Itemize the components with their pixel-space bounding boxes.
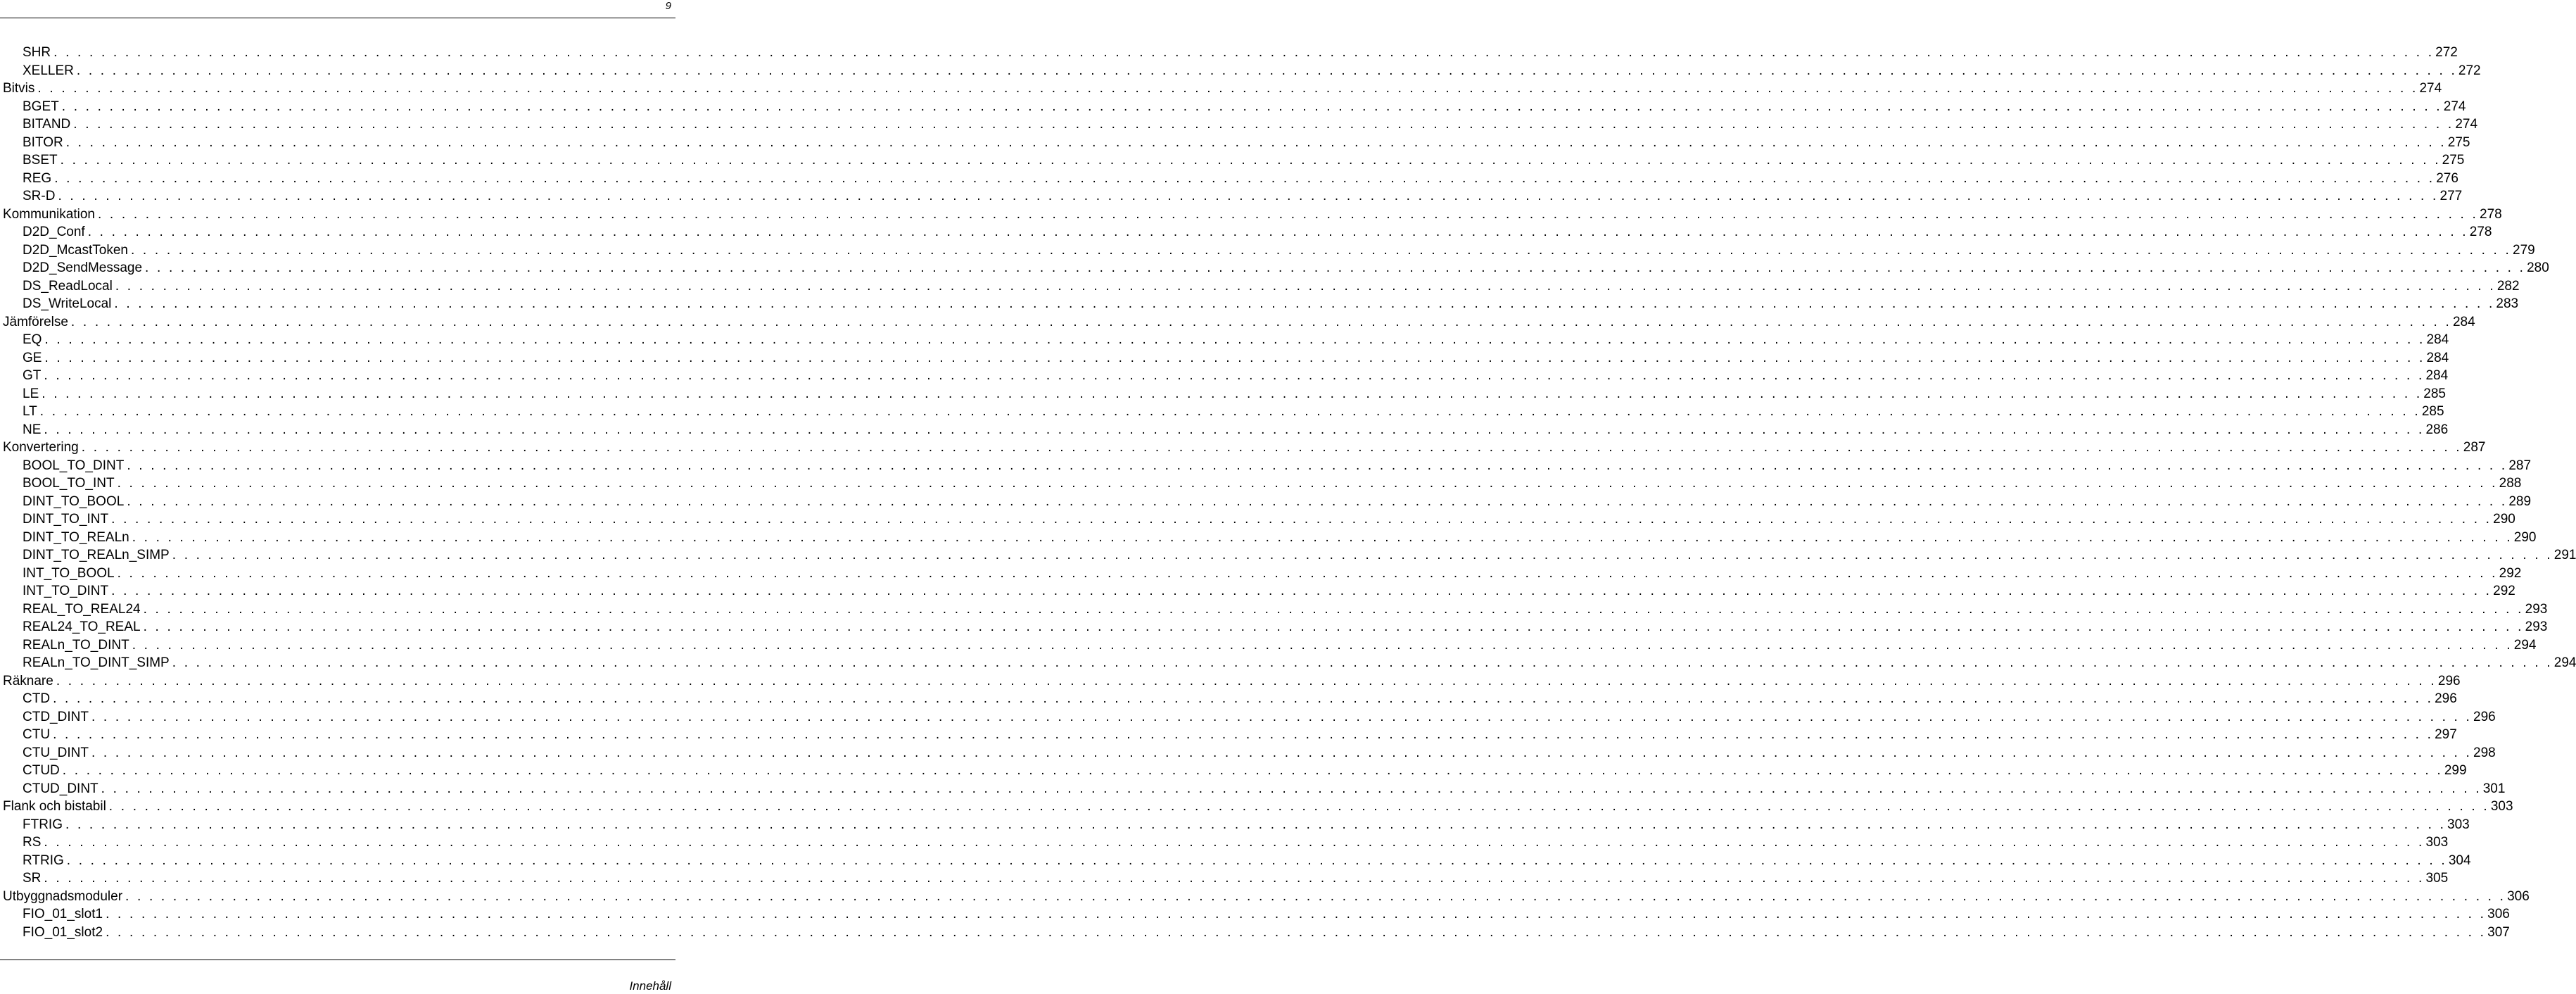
toc-entry[interactable] bbox=[0, 924, 2510, 942]
table-of-contents bbox=[0, 44, 2576, 941]
toc-dot-leader: . . . . . . . . . . . . . . . . . . . . . . . . . . . . . . . . . . . . . . . . . . . . . . . . . . . . . . . . . . . . . . . . . . . . . . . . . . . . . . . . . . . . . . . . . . . . . . . . . . . . . . . . . . . . . . . . . . . . . . . . . . . . . . . . . . . . . . . . . . . . . . . . . . . . . . . . . . . . . . . . . . . . . . . . . . . . . . . . . . . . . . . . . . . . . . . . . . . . . . . . bbox=[44, 835, 2425, 850]
toc-entry-title: NE bbox=[23, 422, 42, 437]
toc-entry-title: BSET bbox=[23, 153, 58, 168]
toc-entry-page: 274 bbox=[2419, 81, 2442, 96]
toc-entry-page: 306 bbox=[2507, 888, 2530, 904]
toc-dot-leader: . . . . . . . . . . . . . . . . . . . . . . . . . . . . . . . . . . . . . . . . . . . . . . . . . . . . . . . . . . . . . . . . . . . . . . . . . . . . . . . . . . . . . . . . . . . . . . . . . . . . . . . . . . . . . . . . . . . . . . . . . . . . . . . . . . . . . . . . . . . . . . . . . . . . . . . . . . . . . . . . . . . . . . . . . . . . . . . . . . . . . . . . . . . . . . . . . . . . . . . . bbox=[143, 619, 2524, 634]
toc-entry[interactable] bbox=[0, 259, 2549, 277]
toc-dot-leader: . . . . . . . . . . . . . . . . . . . . . . . . . . . . . . . . . . . . . . . . . . . . . . . . . . . . . . . . . . . . . . . . . . . . . . . . . . . . . . . . . . . . . . . . . . . . . . . . . . . . . . . . . . . . . . . . . . . . . . . . . . . . . . . . . . . . . . . . . . . . . . . . . . . . . . . . . . . . . . . . . . . . . . . . . . . . . . . . . . . . . . . . . . . . . . . . . . . . . . . . bbox=[172, 548, 2553, 562]
toc-entry[interactable] bbox=[0, 457, 2532, 475]
toc-entry-title: REG bbox=[23, 170, 52, 186]
toc-entry-title: SHR bbox=[23, 45, 51, 60]
toc-dot-leader: . . . . . . . . . . . . . . . . . . . . . . . . . . . . . . . . . . . . . . . . . . . . . . . . . . . . . . . . . . . . . . . . . . . . . . . . . . . . . . . . . . . . . . . . . . . . . . . . . . . . . . . . . . . . . . . . . . . . . . . . . . . . . . . . . . . . . . . . . . . . . . . . . . . . . . . . . . . . . . . . . . . . . . . . . . . . . . . . . . . . . . . . . . . . . . . . . . . . . . . . bbox=[172, 655, 2553, 670]
toc-entry-title: D2D_SendMessage bbox=[23, 260, 143, 275]
toc-section-entry[interactable] bbox=[0, 798, 2513, 816]
toc-dot-leader: . . . . . . . . . . . . . . . . . . . . . . . . . . . . . . . . . . . . . . . . . . . . . . . . . . . . . . . . . . . . . . . . . . . . . . . . . . . . . . . . . . . . . . . . . . . . . . . . . . . . . . . . . . . . . . . . . . . . . . . . . . . . . . . . . . . . . . . . . . . . . . . . . . . . . . . . . . . . . . . . . . . . . . . . . . . . . . . . . . . . . . . . . . . . . . . . . . . . . . . . bbox=[65, 817, 2447, 832]
toc-entry[interactable] bbox=[0, 636, 2537, 655]
toc-entry-page: 305 bbox=[2425, 871, 2449, 886]
toc-entry[interactable] bbox=[0, 708, 2496, 726]
toc-dot-leader: . . . . . . . . . . . . . . . . . . . . . . . . . . . . . . . . . . . . . . . . . . . . . . . . . . . . . . . . . . . . . . . . . . . . . . . . . . . . . . . . . . . . . . . . . . . . . . . . . . . . . . . . . . . . . . . . . . . . . . . . . . . . . . . . . . . . . . . . . . . . . . . . . . . . . . . . . . . . . . . . . . . . . . . . . . . . . . . . . . . . . . . . . . . . . . . . . . . . . . . . bbox=[143, 601, 2524, 617]
toc-entry-title: RS bbox=[23, 835, 42, 850]
toc-entry-title: D2D_McastToken bbox=[23, 242, 128, 258]
toc-entry-title: BITOR bbox=[23, 134, 63, 150]
toc-entry-page: 292 bbox=[2499, 565, 2522, 581]
toc-entry-title: DINT_TO_INT bbox=[23, 512, 109, 527]
toc-entry-title: EQ bbox=[23, 332, 42, 347]
toc-entry[interactable] bbox=[0, 726, 2457, 744]
toc-entry[interactable] bbox=[0, 780, 2506, 798]
toc-entry-page: 282 bbox=[2496, 278, 2520, 294]
toc-entry-title: Bitvis bbox=[3, 81, 35, 96]
toc-entry-title: Utbyggnadsmoduler bbox=[3, 888, 123, 904]
toc-entry[interactable] bbox=[0, 223, 2492, 241]
toc-entry-page: 275 bbox=[2447, 134, 2470, 150]
toc-dot-leader: . . . . . . . . . . . . . . . . . . . . . . . . . . . . . . . . . . . . . . . . . . . . . . . . . . . . . . . . . . . . . . . . . . . . . . . . . . . . . . . . . . . . . . . . . . . . . . . . . . . . . . . . . . . . . . . . . . . . . . . . . . . . . . . . . . . . . . . . . . . . . . . . . . . . . . . . . . . . . . . . . . . . . . . . . . . . . . . . . . . . . . . . . . . . . . . . . . . . . . . . bbox=[132, 529, 2513, 545]
toc-dot-leader: . . . . . . . . . . . . . . . . . . . . . . . . . . . . . . . . . . . . . . . . . . . . . . . . . . . . . . . . . . . . . . . . . . . . . . . . . . . . . . . . . . . . . . . . . . . . . . . . . . . . . . . . . . . . . . . . . . . . . . . . . . . . . . . . . . . . . . . . . . . . . . . . . . . . . . . . . . . . . . . . . . . . . . . . . . . . . . . . . . . . . . . . . . . . . . . . . . . . . . . . bbox=[62, 763, 2443, 778]
toc-dot-leader: . . . . . . . . . . . . . . . . . . . . . . . . . . . . . . . . . . . . . . . . . . . . . . . . . . . . . . . . . . . . . . . . . . . . . . . . . . . . . . . . . . . . . . . . . . . . . . . . . . . . . . . . . . . . . . . . . . . . . . . . . . . . . . . . . . . . . . . . . . . . . . . . . . . . . . . . . . . . . . . . . . . . . . . . . . . . . . . . . . . . . . . . . . . . . . . . . . . . . . . . bbox=[73, 117, 2454, 132]
toc-entry[interactable] bbox=[0, 349, 2449, 367]
toc-entry-title: INT_TO_DINT bbox=[23, 584, 109, 598]
toc-dot-leader: . . . . . . . . . . . . . . . . . . . . . . . . . . . . . . . . . . . . . . . . . . . . . . . . . . . . . . . . . . . . . . . . . . . . . . . . . . . . . . . . . . . . . . . . . . . . . . . . . . . . . . . . . . . . . . . . . . . . . . . . . . . . . . . . . . . . . . . . . . . . . . . . . . . . . . . . . . . . . . . . . . . . . . . . . . . . . . . . . . . . . . . . . . . . . . . . . . . . . . . . bbox=[130, 242, 2511, 258]
toc-section-entry[interactable] bbox=[0, 888, 2530, 906]
toc-entry-page: 307 bbox=[2487, 924, 2510, 940]
toc-entry-page: 294 bbox=[2553, 655, 2576, 670]
toc-dot-leader: . . . . . . . . . . . . . . . . . . . . . . . . . . . . . . . . . . . . . . . . . . . . . . . . . . . . . . . . . . . . . . . . . . . . . . . . . . . . . . . . . . . . . . . . . . . . . . . . . . . . . . . . . . . . . . . . . . . . . . . . . . . . . . . . . . . . . . . . . . . . . . . . . . . . . . . . . . . . . . . . . . . . . . . . . . . . . . . . . . . . . . . . . . . . . . . . . . . . . . . . bbox=[145, 260, 2526, 275]
toc-entry[interactable] bbox=[0, 618, 2548, 636]
toc-entry-title: DINT_TO_REALn_SIMP bbox=[23, 548, 170, 562]
toc-dot-leader: . . . . . . . . . . . . . . . . . . . . . . . . . . . . . . . . . . . . . . . . . . . . . . . . . . . . . . . . . . . . . . . . . . . . . . . . . . . . . . . . . . . . . . . . . . . . . . . . . . . . . . . . . . . . . . . . . . . . . . . . . . . . . . . . . . . . . . . . . . . . . . . . . . . . . . . . . . . . . . . . . . . . . . . . . . . . . . . . . . . . . . . . . . . . . . . . . . . . . . . . bbox=[132, 637, 2513, 653]
toc-entry-title: FIO_01_slot2 bbox=[23, 924, 103, 940]
footer-section-label: Innehåll bbox=[629, 979, 671, 993]
toc-entry-title: DS_ReadLocal bbox=[23, 278, 113, 294]
toc-entry-title: FIO_01_slot1 bbox=[23, 907, 103, 921]
toc-entry-title: BOOL_TO_DINT bbox=[23, 458, 125, 473]
toc-entry-title: FTRIG bbox=[23, 817, 63, 832]
toc-dot-leader: . . . . . . . . . . . . . . . . . . . . . . . . . . . . . . . . . . . . . . . . . . . . . . . . . . . . . . . . . . . . . . . . . . . . . . . . . . . . . . . . . . . . . . . . . . . . . . . . . . . . . . . . . . . . . . . . . . . . . . . . . . . . . . . . . . . . . . . . . . . . . . . . . . . . . . . . . . . . . . . . . . . . . . . . . . . . . . . . . . . . . . . . . . . . . . . . . . . . . . . . bbox=[91, 745, 2472, 760]
toc-entry[interactable] bbox=[0, 493, 2532, 511]
toc-entry-page: 296 bbox=[2437, 673, 2461, 688]
toc-entry-title: DINT_TO_BOOL bbox=[23, 493, 125, 509]
toc-dot-leader: . . . . . . . . . . . . . . . . . . . . . . . . . . . . . . . . . . . . . . . . . . . . . . . . . . . . . . . . . . . . . . . . . . . . . . . . . . . . . . . . . . . . . . . . . . . . . . . . . . . . . . . . . . . . . . . . . . . . . . . . . . . . . . . . . . . . . . . . . . . . . . . . . . . . . . . . . . . . . . . . . . . . . . . . . . . . . . . . . . . . . . . . . . . . . . . . . . . . . . . . bbox=[111, 584, 2492, 598]
toc-entry-page: 297 bbox=[2435, 727, 2457, 742]
toc-entry-title: CTU_DINT bbox=[23, 745, 89, 760]
toc-entry-page: 284 bbox=[2426, 350, 2449, 365]
toc-dot-leader: . . . . . . . . . . . . . . . . . . . . . . . . . . . . . . . . . . . . . . . . . . . . . . . . . . . . . . . . . . . . . . . . . . . . . . . . . . . . . . . . . . . . . . . . . . . . . . . . . . . . . . . . . . . . . . . . . . . . . . . . . . . . . . . . . . . . . . . . . . . . . . . . . . . . . . . . . . . . . . . . . . . . . . . . . . . . . . . . . . . . . . . . . . . . . . . . . . . . . . . . bbox=[44, 332, 2425, 347]
toc-entry[interactable] bbox=[0, 62, 2481, 80]
toc-entry-page: 272 bbox=[2435, 45, 2458, 60]
toc-entry[interactable] bbox=[0, 115, 2478, 134]
toc-dot-leader: . . . . . . . . . . . . . . . . . . . . . . . . . . . . . . . . . . . . . . . . . . . . . . . . . . . . . . . . . . . . . . . . . . . . . . . . . . . . . . . . . . . . . . . . . . . . . . . . . . . . . . . . . . . . . . . . . . . . . . . . . . . . . . . . . . . . . . . . . . . . . . . . . . . . . . . . . . . . . . . . . . . . . . . . . . . . . . . . . . . . . . . . . . . . . . . . . . . . . . . . bbox=[39, 404, 2420, 419]
toc-dot-leader: . . . . . . . . . . . . . . . . . . . . . . . . . . . . . . . . . . . . . . . . . . . . . . . . . . . . . . . . . . . . . . . . . . . . . . . . . . . . . . . . . . . . . . . . . . . . . . . . . . . . . . . . . . . . . . . . . . . . . . . . . . . . . . . . . . . . . . . . . . . . . . . . . . . . . . . . . . . . . . . . . . . . . . . . . . . . . . . . . . . . . . . . . . . . . . . . . . . . . . . . bbox=[37, 81, 2418, 96]
toc-entry[interactable] bbox=[0, 421, 2449, 439]
toc-entry-page: 304 bbox=[2448, 853, 2471, 868]
toc-entry[interactable] bbox=[0, 98, 2466, 116]
toc-entry-page: 298 bbox=[2473, 745, 2496, 760]
toc-entry-title: RTRIG bbox=[23, 853, 64, 868]
toc-entry-title: Flank och bistabil bbox=[3, 799, 106, 814]
toc-dot-leader: . . . . . . . . . . . . . . . . . . . . . . . . . . . . . . . . . . . . . . . . . . . . . . . . . . . . . . . . . . . . . . . . . . . . . . . . . . . . . . . . . . . . . . . . . . . . . . . . . . . . . . . . . . . . . . . . . . . . . . . . . . . . . . . . . . . . . . . . . . . . . . . . . . . . . . . . . . . . . . . . . . . . . . . . . . . . . . . . . . . . . . . . . . . . . . . . . . . . . . . . bbox=[111, 512, 2492, 527]
toc-entry[interactable] bbox=[0, 744, 2496, 762]
toc-entry[interactable] bbox=[0, 241, 2535, 260]
toc-entry-page: 285 bbox=[2421, 404, 2444, 419]
toc-entry-title: REALn_TO_DINT bbox=[23, 637, 129, 653]
toc-entry-page: 284 bbox=[2452, 314, 2475, 329]
toc-entry-title: D2D_Conf bbox=[23, 225, 85, 239]
toc-entry-page: 289 bbox=[2508, 493, 2532, 509]
toc-entry-title: DS_WriteLocal bbox=[23, 296, 112, 311]
toc-entry-page: 278 bbox=[2480, 206, 2502, 222]
toc-entry[interactable] bbox=[0, 170, 2458, 188]
toc-entry-page: 284 bbox=[2425, 368, 2449, 383]
page-number: 9 bbox=[665, 0, 671, 12]
toc-entry-page: 287 bbox=[2508, 458, 2532, 473]
toc-entry-page: 291 bbox=[2553, 548, 2576, 562]
toc-entry-title: LT bbox=[23, 404, 37, 419]
toc-entry[interactable] bbox=[0, 654, 2576, 672]
toc-entry-title: CTD bbox=[23, 691, 51, 706]
toc-entry[interactable] bbox=[0, 403, 2444, 421]
toc-entry-page: 275 bbox=[2442, 153, 2465, 168]
toc-entry-page: 301 bbox=[2482, 781, 2506, 796]
toc-entry-title: Räknare bbox=[3, 673, 53, 688]
toc-dot-leader: . . . . . . . . . . . . . . . . . . . . . . . . . . . . . . . . . . . . . . . . . . . . . . . . . . . . . . . . . . . . . . . . . . . . . . . . . . . . . . . . . . . . . . . . . . . . . . . . . . . . . . . . . . . . . . . . . . . . . . . . . . . . . . . . . . . . . . . . . . . . . . . . . . . . . . . . . . . . . . . . . . . . . . . . . . . . . . . . . . . . . . . . . . . . . . . . . . . . . . . . bbox=[53, 691, 2434, 706]
toc-entry[interactable] bbox=[0, 582, 2515, 600]
toc-section-entry[interactable] bbox=[0, 80, 2442, 98]
toc-entry-page: 280 bbox=[2527, 260, 2549, 275]
toc-entry-page: 274 bbox=[2455, 117, 2478, 132]
toc-entry-title: Kommunikation bbox=[3, 206, 95, 222]
toc-entry-title: CTUD bbox=[23, 763, 60, 778]
toc-entry-title: SR bbox=[23, 871, 42, 886]
toc-entry-page: 284 bbox=[2426, 332, 2449, 347]
toc-entry-page: 274 bbox=[2443, 99, 2466, 114]
toc-dot-leader: . . . . . . . . . . . . . . . . . . . . . . . . . . . . . . . . . . . . . . . . . . . . . . . . . . . . . . . . . . . . . . . . . . . . . . . . . . . . . . . . . . . . . . . . . . . . . . . . . . . . . . . . . . . . . . . . . . . . . . . . . . . . . . . . . . . . . . . . . . . . . . . . . . . . . . . . . . . . . . . . . . . . . . . . . . . . . . . . . . . . . . . . . . . . . . . . . . . . . . . . bbox=[101, 781, 2482, 796]
toc-dot-leader: . . . . . . . . . . . . . . . . . . . . . . . . . . . . . . . . . . . . . . . . . . . . . . . . . . . . . . . . . . . . . . . . . . . . . . . . . . . . . . . . . . . . . . . . . . . . . . . . . . . . . . . . . . . . . . . . . . . . . . . . . . . . . . . . . . . . . . . . . . . . . . . . . . . . . . . . . . . . . . . . . . . . . . . . . . . . . . . . . . . . . . . . . . . . . . . . . . . . . . . . bbox=[81, 440, 2462, 455]
toc-entry[interactable] bbox=[0, 869, 2449, 888]
toc-entry-page: 293 bbox=[2525, 619, 2548, 634]
toc-dot-leader: . . . . . . . . . . . . . . . . . . . . . . . . . . . . . . . . . . . . . . . . . . . . . . . . . . . . . . . . . . . . . . . . . . . . . . . . . . . . . . . . . . . . . . . . . . . . . . . . . . . . . . . . . . . . . . . . . . . . . . . . . . . . . . . . . . . . . . . . . . . . . . . . . . . . . . . . . . . . . . . . . . . . . . . . . . . . . . . . . . . . . . . . . . . . . . . . . . . . . . . . bbox=[53, 45, 2435, 60]
toc-entry-title: GE bbox=[23, 350, 42, 365]
toc-dot-leader: . . . . . . . . . . . . . . . . . . . . . . . . . . . . . . . . . . . . . . . . . . . . . . . . . . . . . . . . . . . . . . . . . . . . . . . . . . . . . . . . . . . . . . . . . . . . . . . . . . . . . . . . . . . . . . . . . . . . . . . . . . . . . . . . . . . . . . . . . . . . . . . . . . . . . . . . . . . . . . . . . . . . . . . . . . . . . . . . . . . . . . . . . . . . . . . . . . . . . . . . bbox=[61, 99, 2442, 114]
toc-section-entry[interactable] bbox=[0, 206, 2502, 224]
toc-dot-leader: . . . . . . . . . . . . . . . . . . . . . . . . . . . . . . . . . . . . . . . . . . . . . . . . . . . . . . . . . . . . . . . . . . . . . . . . . . . . . . . . . . . . . . . . . . . . . . . . . . . . . . . . . . . . . . . . . . . . . . . . . . . . . . . . . . . . . . . . . . . . . . . . . . . . . . . . . . . . . . . . . . . . . . . . . . . . . . . . . . . . . . . . . . . . . . . . . . . . . . . . bbox=[53, 727, 2434, 742]
toc-dot-leader: . . . . . . . . . . . . . . . . . . . . . . . . . . . . . . . . . . . . . . . . . . . . . . . . . . . . . . . . . . . . . . . . . . . . . . . . . . . . . . . . . . . . . . . . . . . . . . . . . . . . . . . . . . . . . . . . . . . . . . . . . . . . . . . . . . . . . . . . . . . . . . . . . . . . . . . . . . . . . . . . . . . . . . . . . . . . . . . . . . . . . . . . . . . . . . . . . . . . . . . . bbox=[125, 888, 2506, 904]
toc-entry[interactable] bbox=[0, 816, 2470, 834]
toc-dot-leader: . . . . . . . . . . . . . . . . . . . . . . . . . . . . . . . . . . . . . . . . . . . . . . . . . . . . . . . . . . . . . . . . . . . . . . . . . . . . . . . . . . . . . . . . . . . . . . . . . . . . . . . . . . . . . . . . . . . . . . . . . . . . . . . . . . . . . . . . . . . . . . . . . . . . . . . . . . . . . . . . . . . . . . . . . . . . . . . . . . . . . . . . . . . . . . . . . . . . . . . . bbox=[127, 458, 2508, 473]
toc-entry-page: 287 bbox=[2463, 440, 2486, 455]
toc-section-entry[interactable] bbox=[0, 672, 2461, 691]
toc-dot-leader: . . . . . . . . . . . . . . . . . . . . . . . . . . . . . . . . . . . . . . . . . . . . . . . . . . . . . . . . . . . . . . . . . . . . . . . . . . . . . . . . . . . . . . . . . . . . . . . . . . . . . . . . . . . . . . . . . . . . . . . . . . . . . . . . . . . . . . . . . . . . . . . . . . . . . . . . . . . . . . . . . . . . . . . . . . . . . . . . . . . . . . . . . . . . . . . . . . . . . . . . bbox=[115, 278, 2496, 294]
toc-entry-page: 296 bbox=[2435, 691, 2457, 706]
toc-entry[interactable] bbox=[0, 905, 2510, 924]
toc-dot-leader: . . . . . . . . . . . . . . . . . . . . . . . . . . . . . . . . . . . . . . . . . . . . . . . . . . . . . . . . . . . . . . . . . . . . . . . . . . . . . . . . . . . . . . . . . . . . . . . . . . . . . . . . . . . . . . . . . . . . . . . . . . . . . . . . . . . . . . . . . . . . . . . . . . . . . . . . . . . . . . . . . . . . . . . . . . . . . . . . . . . . . . . . . . . . . . . . . . . . . . . . bbox=[117, 565, 2498, 581]
toc-dot-leader: . . . . . . . . . . . . . . . . . . . . . . . . . . . . . . . . . . . . . . . . . . . . . . . . . . . . . . . . . . . . . . . . . . . . . . . . . . . . . . . . . . . . . . . . . . . . . . . . . . . . . . . . . . . . . . . . . . . . . . . . . . . . . . . . . . . . . . . . . . . . . . . . . . . . . . . . . . . . . . . . . . . . . . . . . . . . . . . . . . . . . . . . . . . . . . . . . . . . . . . . bbox=[70, 314, 2451, 329]
toc-dot-leader: . . . . . . . . . . . . . . . . . . . . . . . . . . . . . . . . . . . . . . . . . . . . . . . . . . . . . . . . . . . . . . . . . . . . . . . . . . . . . . . . . . . . . . . . . . . . . . . . . . . . . . . . . . . . . . . . . . . . . . . . . . . . . . . . . . . . . . . . . . . . . . . . . . . . . . . . . . . . . . . . . . . . . . . . . . . . . . . . . . . . . . . . . . . . . . . . . . . . . . . . bbox=[66, 853, 2447, 868]
toc-entry-title: REALn_TO_DINT_SIMP bbox=[23, 655, 170, 670]
toc-entry-title: BOOL_TO_INT bbox=[23, 476, 115, 491]
toc-entry[interactable] bbox=[0, 367, 2449, 385]
toc-entry-title: REAL24_TO_REAL bbox=[23, 619, 141, 634]
toc-entry[interactable] bbox=[0, 187, 2463, 206]
toc-entry-page: 272 bbox=[2458, 63, 2481, 78]
toc-dot-leader: . . . . . . . . . . . . . . . . . . . . . . . . . . . . . . . . . . . . . . . . . . . . . . . . . . . . . . . . . . . . . . . . . . . . . . . . . . . . . . . . . . . . . . . . . . . . . . . . . . . . . . . . . . . . . . . . . . . . . . . . . . . . . . . . . . . . . . . . . . . . . . . . . . . . . . . . . . . . . . . . . . . . . . . . . . . . . . . . . . . . . . . . . . . . . . . . . . . . . . . . bbox=[58, 189, 2439, 203]
toc-entry-title: REAL_TO_REAL24 bbox=[23, 601, 141, 617]
toc-dot-leader: . . . . . . . . . . . . . . . . . . . . . . . . . . . . . . . . . . . . . . . . . . . . . . . . . . . . . . . . . . . . . . . . . . . . . . . . . . . . . . . . . . . . . . . . . . . . . . . . . . . . . . . . . . . . . . . . . . . . . . . . . . . . . . . . . . . . . . . . . . . . . . . . . . . . . . . . . . . . . . . . . . . . . . . . . . . . . . . . . . . . . . . . . . . . . . . . . . . . . . . . bbox=[127, 493, 2508, 509]
toc-entry[interactable] bbox=[0, 385, 2446, 403]
toc-entry-title: INT_TO_BOOL bbox=[23, 565, 115, 581]
toc-section-entry[interactable] bbox=[0, 313, 2475, 332]
toc-entry-title: CTD_DINT bbox=[23, 709, 89, 724]
toc-section-entry[interactable] bbox=[0, 439, 2486, 457]
toc-dot-leader: . . . . . . . . . . . . . . . . . . . . . . . . . . . . . . . . . . . . . . . . . . . . . . . . . . . . . . . . . . . . . . . . . . . . . . . . . . . . . . . . . . . . . . . . . . . . . . . . . . . . . . . . . . . . . . . . . . . . . . . . . . . . . . . . . . . . . . . . . . . . . . . . . . . . . . . . . . . . . . . . . . . . . . . . . . . . . . . . . . . . . . . . . . . . . . . . . . . . . . . . bbox=[44, 350, 2425, 365]
toc-entry-page: 306 bbox=[2487, 907, 2510, 921]
toc-entry[interactable] bbox=[0, 277, 2520, 296]
toc-entry[interactable] bbox=[0, 331, 2449, 349]
toc-entry[interactable] bbox=[0, 474, 2522, 493]
toc-entry-title: BITAND bbox=[23, 117, 71, 132]
toc-dot-leader: . . . . . . . . . . . . . . . . . . . . . . . . . . . . . . . . . . . . . . . . . . . . . . . . . . . . . . . . . . . . . . . . . . . . . . . . . . . . . . . . . . . . . . . . . . . . . . . . . . . . . . . . . . . . . . . . . . . . . . . . . . . . . . . . . . . . . . . . . . . . . . . . . . . . . . . . . . . . . . . . . . . . . . . . . . . . . . . . . . . . . . . . . . . . . . . . . . . . . . . . bbox=[106, 907, 2487, 921]
toc-entry-page: 303 bbox=[2425, 835, 2449, 850]
toc-entry-page: 283 bbox=[2496, 296, 2519, 311]
toc-entry-page: 303 bbox=[2447, 817, 2470, 832]
toc-entry-title: XELLER bbox=[23, 63, 74, 78]
toc-entry-page: 303 bbox=[2490, 799, 2513, 814]
toc-entry-page: 299 bbox=[2444, 763, 2467, 778]
toc-entry[interactable] bbox=[0, 134, 2470, 152]
toc-entry-page: 294 bbox=[2513, 637, 2537, 653]
toc-entry-title: LE bbox=[23, 386, 39, 401]
toc-dot-leader: . . . . . . . . . . . . . . . . . . . . . . . . . . . . . . . . . . . . . . . . . . . . . . . . . . . . . . . . . . . . . . . . . . . . . . . . . . . . . . . . . . . . . . . . . . . . . . . . . . . . . . . . . . . . . . . . . . . . . . . . . . . . . . . . . . . . . . . . . . . . . . . . . . . . . . . . . . . . . . . . . . . . . . . . . . . . . . . . . . . . . . . . . . . . . . . . . . . . . . . . bbox=[65, 134, 2447, 150]
toc-entry[interactable] bbox=[0, 565, 2522, 583]
toc-entry-title: Jämförelse bbox=[3, 314, 68, 329]
toc-dot-leader: . . . . . . . . . . . . . . . . . . . . . . . . . . . . . . . . . . . . . . . . . . . . . . . . . . . . . . . . . . . . . . . . . . . . . . . . . . . . . . . . . . . . . . . . . . . . . . . . . . . . . . . . . . . . . . . . . . . . . . . . . . . . . . . . . . . . . . . . . . . . . . . . . . . . . . . . . . . . . . . . . . . . . . . . . . . . . . . . . . . . . . . . . . . . . . . . . . . . . . . . bbox=[42, 386, 2423, 401]
toc-entry[interactable] bbox=[0, 44, 2458, 62]
toc-dot-leader: . . . . . . . . . . . . . . . . . . . . . . . . . . . . . . . . . . . . . . . . . . . . . . . . . . . . . . . . . . . . . . . . . . . . . . . . . . . . . . . . . . . . . . . . . . . . . . . . . . . . . . . . . . . . . . . . . . . . . . . . . . . . . . . . . . . . . . . . . . . . . . . . . . . . . . . . . . . . . . . . . . . . . . . . . . . . . . . . . . . . . . . . . . . . . . . . . . . . . . . . bbox=[76, 63, 2457, 78]
toc-dot-leader: . . . . . . . . . . . . . . . . . . . . . . . . . . . . . . . . . . . . . . . . . . . . . . . . . . . . . . . . . . . . . . . . . . . . . . . . . . . . . . . . . . . . . . . . . . . . . . . . . . . . . . . . . . . . . . . . . . . . . . . . . . . . . . . . . . . . . . . . . . . . . . . . . . . . . . . . . . . . . . . . . . . . . . . . . . . . . . . . . . . . . . . . . . . . . . . . . . . . . . . . bbox=[60, 153, 2441, 168]
toc-dot-leader: . . . . . . . . . . . . . . . . . . . . . . . . . . . . . . . . . . . . . . . . . . . . . . . . . . . . . . . . . . . . . . . . . . . . . . . . . . . . . . . . . . . . . . . . . . . . . . . . . . . . . . . . . . . . . . . . . . . . . . . . . . . . . . . . . . . . . . . . . . . . . . . . . . . . . . . . . . . . . . . . . . . . . . . . . . . . . . . . . . . . . . . . . . . . . . . . . . . . . . . . bbox=[114, 296, 2495, 311]
toc-entry-page: 277 bbox=[2439, 189, 2463, 203]
toc-dot-leader: . . . . . . . . . . . . . . . . . . . . . . . . . . . . . . . . . . . . . . . . . . . . . . . . . . . . . . . . . . . . . . . . . . . . . . . . . . . . . . . . . . . . . . . . . . . . . . . . . . . . . . . . . . . . . . . . . . . . . . . . . . . . . . . . . . . . . . . . . . . . . . . . . . . . . . . . . . . . . . . . . . . . . . . . . . . . . . . . . . . . . . . . . . . . . . . . . . . . . . . . bbox=[44, 422, 2425, 437]
toc-entry-title: DINT_TO_REALn bbox=[23, 529, 129, 545]
toc-entry[interactable] bbox=[0, 690, 2457, 708]
toc-dot-leader: . . . . . . . . . . . . . . . . . . . . . . . . . . . . . . . . . . . . . . . . . . . . . . . . . . . . . . . . . . . . . . . . . . . . . . . . . . . . . . . . . . . . . . . . . . . . . . . . . . . . . . . . . . . . . . . . . . . . . . . . . . . . . . . . . . . . . . . . . . . . . . . . . . . . . . . . . . . . . . . . . . . . . . . . . . . . . . . . . . . . . . . . . . . . . . . . . . . . . . . . bbox=[54, 170, 2435, 186]
toc-entry-title: Konvertering bbox=[3, 440, 79, 455]
toc-entry-page: 276 bbox=[2436, 170, 2458, 186]
toc-dot-leader: . . . . . . . . . . . . . . . . . . . . . . . . . . . . . . . . . . . . . . . . . . . . . . . . . . . . . . . . . . . . . . . . . . . . . . . . . . . . . . . . . . . . . . . . . . . . . . . . . . . . . . . . . . . . . . . . . . . . . . . . . . . . . . . . . . . . . . . . . . . . . . . . . . . . . . . . . . . . . . . . . . . . . . . . . . . . . . . . . . . . . . . . . . . . . . . . . . . . . . . . bbox=[117, 476, 2498, 491]
toc-entry-title: CTUD_DINT bbox=[23, 781, 99, 796]
toc-entry[interactable] bbox=[0, 295, 2519, 313]
toc-dot-leader: . . . . . . . . . . . . . . . . . . . . . . . . . . . . . . . . . . . . . . . . . . . . . . . . . . . . . . . . . . . . . . . . . . . . . . . . . . . . . . . . . . . . . . . . . . . . . . . . . . . . . . . . . . . . . . . . . . . . . . . . . . . . . . . . . . . . . . . . . . . . . . . . . . . . . . . . . . . . . . . . . . . . . . . . . . . . . . . . . . . . . . . . . . . . . . . . . . . . . . . . bbox=[44, 871, 2425, 886]
toc-entry-page: 279 bbox=[2513, 242, 2535, 258]
toc-entry[interactable] bbox=[0, 762, 2467, 780]
toc-entry-page: 296 bbox=[2473, 709, 2496, 724]
toc-dot-leader: . . . . . . . . . . . . . . . . . . . . . . . . . . . . . . . . . . . . . . . . . . . . . . . . . . . . . . . . . . . . . . . . . . . . . . . . . . . . . . . . . . . . . . . . . . . . . . . . . . . . . . . . . . . . . . . . . . . . . . . . . . . . . . . . . . . . . . . . . . . . . . . . . . . . . . . . . . . . . . . . . . . . . . . . . . . . . . . . . . . . . . . . . . . . . . . . . . . . . . . . bbox=[56, 673, 2437, 688]
toc-entry-page: 288 bbox=[2499, 476, 2522, 491]
toc-entry-title: SR-D bbox=[23, 189, 56, 203]
toc-entry-page: 290 bbox=[2493, 512, 2515, 527]
toc-dot-leader: . . . . . . . . . . . . . . . . . . . . . . . . . . . . . . . . . . . . . . . . . . . . . . . . . . . . . . . . . . . . . . . . . . . . . . . . . . . . . . . . . . . . . . . . . . . . . . . . . . . . . . . . . . . . . . . . . . . . . . . . . . . . . . . . . . . . . . . . . . . . . . . . . . . . . . . . . . . . . . . . . . . . . . . . . . . . . . . . . . . . . . . . . . . . . . . . . . . . . . . . bbox=[106, 924, 2487, 940]
toc-entry[interactable] bbox=[0, 510, 2515, 529]
toc-entry-page: 290 bbox=[2513, 529, 2537, 545]
toc-entry-page: 285 bbox=[2423, 386, 2446, 401]
toc-entry-title: GT bbox=[23, 368, 42, 383]
toc-entry-page: 293 bbox=[2525, 601, 2548, 617]
toc-dot-leader: . . . . . . . . . . . . . . . . . . . . . . . . . . . . . . . . . . . . . . . . . . . . . . . . . . . . . . . . . . . . . . . . . . . . . . . . . . . . . . . . . . . . . . . . . . . . . . . . . . . . . . . . . . . . . . . . . . . . . . . . . . . . . . . . . . . . . . . . . . . . . . . . . . . . . . . . . . . . . . . . . . . . . . . . . . . . . . . . . . . . . . . . . . . . . . . . . . . . . . . . bbox=[91, 709, 2472, 724]
toc-entry[interactable] bbox=[0, 852, 2471, 870]
toc-entry[interactable] bbox=[0, 833, 2449, 852]
toc-entry[interactable] bbox=[0, 151, 2465, 170]
toc-entry[interactable] bbox=[0, 600, 2548, 619]
toc-dot-leader: . . . . . . . . . . . . . . . . . . . . . . . . . . . . . . . . . . . . . . . . . . . . . . . . . . . . . . . . . . . . . . . . . . . . . . . . . . . . . . . . . . . . . . . . . . . . . . . . . . . . . . . . . . . . . . . . . . . . . . . . . . . . . . . . . . . . . . . . . . . . . . . . . . . . . . . . . . . . . . . . . . . . . . . . . . . . . . . . . . . . . . . . . . . . . . . . . . . . . . . . bbox=[108, 799, 2489, 814]
toc-entry[interactable] bbox=[0, 546, 2576, 565]
toc-dot-leader: . . . . . . . . . . . . . . . . . . . . . . . . . . . . . . . . . . . . . . . . . . . . . . . . . . . . . . . . . . . . . . . . . . . . . . . . . . . . . . . . . . . . . . . . . . . . . . . . . . . . . . . . . . . . . . . . . . . . . . . . . . . . . . . . . . . . . . . . . . . . . . . . . . . . . . . . . . . . . . . . . . . . . . . . . . . . . . . . . . . . . . . . . . . . . . . . . . . . . . . . bbox=[87, 225, 2468, 239]
toc-entry-page: 292 bbox=[2493, 584, 2515, 598]
toc-dot-leader: . . . . . . . . . . . . . . . . . . . . . . . . . . . . . . . . . . . . . . . . . . . . . . . . . . . . . . . . . . . . . . . . . . . . . . . . . . . . . . . . . . . . . . . . . . . . . . . . . . . . . . . . . . . . . . . . . . . . . . . . . . . . . . . . . . . . . . . . . . . . . . . . . . . . . . . . . . . . . . . . . . . . . . . . . . . . . . . . . . . . . . . . . . . . . . . . . . . . . . . . bbox=[97, 206, 2478, 222]
toc-entry-page: 286 bbox=[2425, 422, 2449, 437]
toc-entry-title: CTU bbox=[23, 727, 51, 742]
toc-entry-title: BGET bbox=[23, 99, 59, 114]
toc-entry-page: 278 bbox=[2469, 225, 2492, 239]
toc-entry[interactable] bbox=[0, 529, 2537, 547]
toc-dot-leader: . . . . . . . . . . . . . . . . . . . . . . . . . . . . . . . . . . . . . . . . . . . . . . . . . . . . . . . . . . . . . . . . . . . . . . . . . . . . . . . . . . . . . . . . . . . . . . . . . . . . . . . . . . . . . . . . . . . . . . . . . . . . . . . . . . . . . . . . . . . . . . . . . . . . . . . . . . . . . . . . . . . . . . . . . . . . . . . . . . . . . . . . . . . . . . . . . . . . . . . . bbox=[44, 368, 2425, 383]
